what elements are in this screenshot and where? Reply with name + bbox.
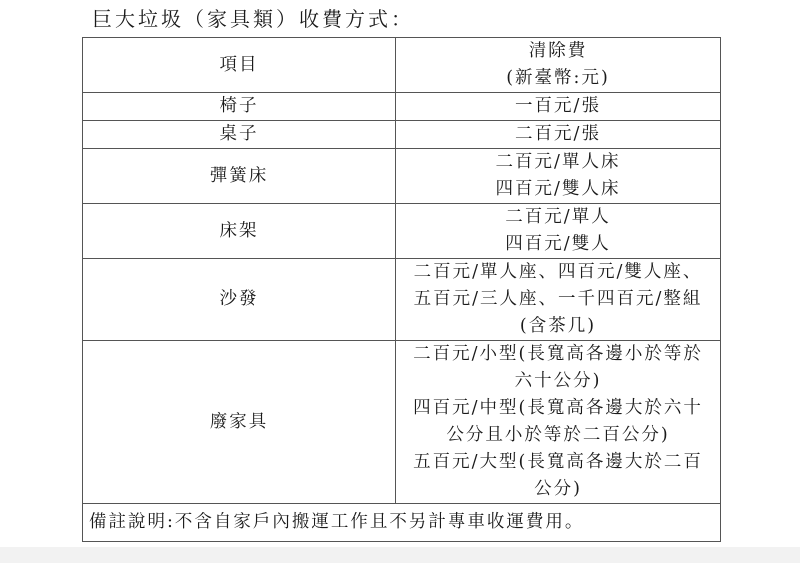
item-cell: 床架 [83, 204, 396, 259]
table-row [83, 149, 721, 204]
fee-line: 公分) [534, 479, 582, 499]
fee-line: 四百元/雙人床 [495, 179, 621, 199]
note-cell: 備註說明:不含自家戶內搬運工作且不另計專車收運費用。 [83, 504, 721, 542]
header-fee-label: 清除費 [528, 41, 588, 61]
table-row [83, 259, 721, 341]
item-cell: 沙發 [83, 259, 396, 341]
fee-line: 五百元/大型(長寬高各邊大於二百 [413, 452, 703, 472]
fee-line: 二百元/小型(長寬高各邊小於等於 [413, 344, 703, 364]
fee-cell [396, 93, 721, 121]
item-cell: 椅子 [83, 93, 396, 121]
table-row [83, 204, 721, 259]
fee-line: 二百元/單人 [505, 207, 611, 227]
fee-cell [396, 204, 721, 259]
fee-line: 二百元/張 [515, 124, 601, 144]
table-row [83, 93, 721, 121]
fee-cell [396, 259, 721, 341]
fee-line: 公分且小於等於二百公分) [446, 425, 670, 445]
fee-line: 四百元/雙人 [505, 234, 611, 254]
fee-line: 六十公分) [514, 371, 602, 391]
fee-line: 二百元/單人座、四百元/雙人座、 [413, 262, 703, 282]
fee-line: 四百元/中型(長寬高各邊大於六十 [413, 398, 703, 418]
header-fee-currency: (新臺幣:元) [506, 68, 610, 88]
table-row [83, 121, 721, 149]
fee-cell [396, 341, 721, 504]
page-bottom-band [0, 547, 800, 563]
fee-line: 五百元/三人座、一千四百元/整組 [413, 289, 703, 309]
table-header-row [83, 38, 721, 93]
header-item: 項目 [83, 38, 396, 93]
item-cell: 廢家具 [83, 341, 396, 504]
fee-cell [396, 149, 721, 204]
header-fee [396, 38, 721, 93]
fee-line: 二百元/單人床 [495, 152, 621, 172]
fee-line: (含茶几) [519, 316, 597, 336]
item-cell: 彈簧床 [83, 149, 396, 204]
document-title: 巨大垃圾（家具類）收費方式： [92, 7, 414, 31]
item-cell: 桌子 [83, 121, 396, 149]
fee-cell [396, 121, 721, 149]
fee-table [82, 37, 721, 542]
note-row [83, 504, 721, 542]
table-row [83, 341, 721, 504]
fee-line: 一百元/張 [515, 96, 601, 116]
